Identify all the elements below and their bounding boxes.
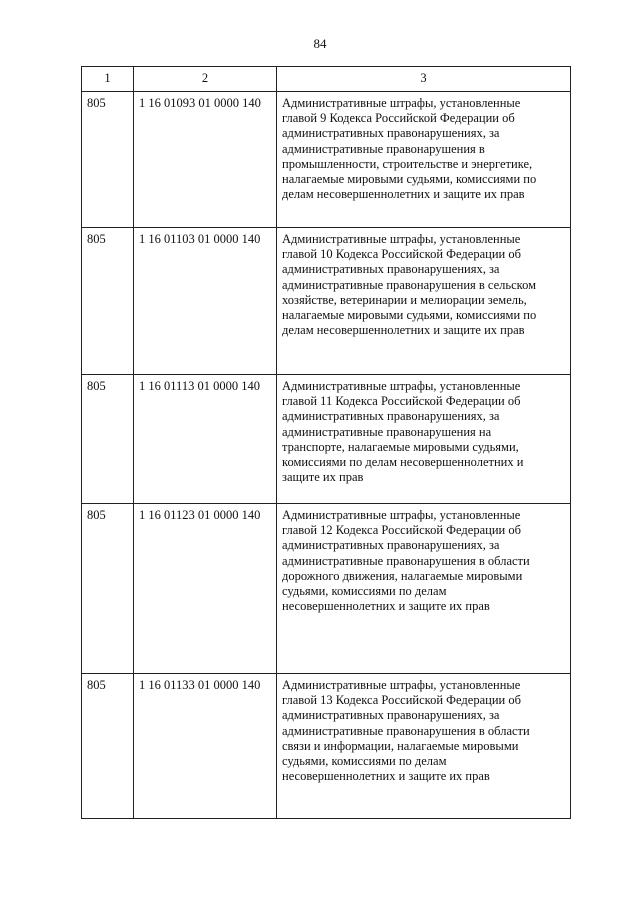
column-header-1: 1	[82, 67, 134, 92]
budget-code-cell: 1 16 01133 01 0000 140	[134, 674, 277, 819]
budget-codes-table	[81, 66, 571, 819]
budget-code-cell: 1 16 01093 01 0000 140	[134, 92, 277, 228]
description-cell: Административные штрафы, установленные главой 10 Кодекса Российской Федерации об административных правонарушениях, за административные правонарушения в сельском хозяйстве, ветеринарии и мелиорации земель, налагаемые мировыми судьями, комиссиями по делам несовершеннолетних и защите их прав	[277, 228, 571, 375]
table-row	[82, 228, 571, 375]
table-header-row	[82, 67, 571, 92]
admin-code-cell: 805	[82, 674, 134, 819]
budget-code-cell: 1 16 01113 01 0000 140	[134, 375, 277, 504]
column-header-3: 3	[277, 67, 571, 92]
budget-code-cell: 1 16 01123 01 0000 140	[134, 504, 277, 674]
column-header-2: 2	[134, 67, 277, 92]
table-row	[82, 375, 571, 504]
description-cell: Административные штрафы, установленные главой 13 Кодекса Российской Федерации об административных правонарушениях, за административные правонарушения в области связи и информации, налагаемые мировыми судьями, комиссиями по делам несовершеннолетних и защите их прав	[277, 674, 571, 819]
description-cell: Административные штрафы, установленные главой 12 Кодекса Российской Федерации об административных правонарушениях, за административные правонарушения в области дорожного движения, налагаемые мировыми судьями, комиссиями по делам несовершеннолетних и защите их прав	[277, 504, 571, 674]
table-row	[82, 674, 571, 819]
table-row	[82, 92, 571, 228]
admin-code-cell: 805	[82, 228, 134, 375]
admin-code-cell: 805	[82, 504, 134, 674]
description-cell: Административные штрафы, установленные главой 11 Кодекса Российской Федерации об административных правонарушениях, за административные правонарушения на транспорте, налагаемые мировыми судьями, комиссиями по делам несовершеннолетних и защите их прав	[277, 375, 571, 504]
page-number: 84	[313, 36, 327, 51]
admin-code-cell: 805	[82, 375, 134, 504]
budget-code-cell: 1 16 01103 01 0000 140	[134, 228, 277, 375]
description-cell: Административные штрафы, установленные главой 9 Кодекса Российской Федерации об административных правонарушениях, за административные правонарушения в промышленности, строительстве и энергетике, налагаемые мировыми судьями, комиссиями по делам несовершеннолетних и защите их прав	[277, 92, 571, 228]
table-row	[82, 504, 571, 674]
admin-code-cell: 805	[82, 92, 134, 228]
